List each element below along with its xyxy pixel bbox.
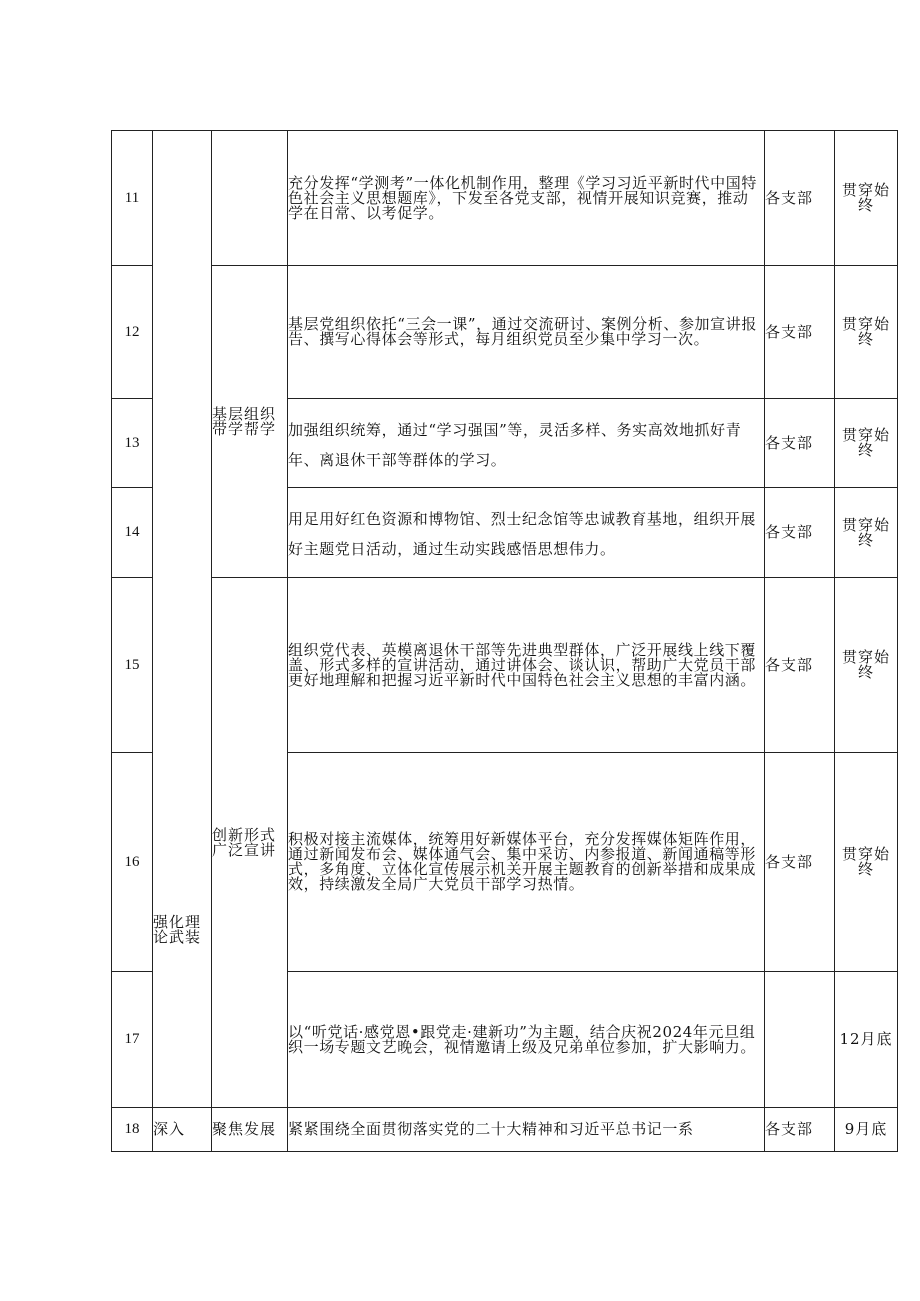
category-deepen: 深入 — [153, 1108, 212, 1152]
row-number: 18 — [112, 1108, 153, 1152]
table-row — [112, 578, 898, 753]
row-number: 13 — [112, 399, 153, 488]
responsible-dept: 各支部 — [765, 488, 835, 578]
responsible-dept: 各支部 — [765, 399, 835, 488]
row-number: 11 — [112, 131, 153, 266]
task-description: 积极对接主流媒体，统筹用好新媒体平台，充分发挥媒体矩阵作用，通过新闻发布会、媒体通气会、集中采访、内参报道、新闻通稿等形式，多角度、立体化宣传展示机关开展主题教育的创新举措和成果成效，持续激发全局广大党员干部学习热情。 — [288, 753, 765, 972]
subcategory-focus: 聚焦发展 — [212, 1108, 288, 1152]
subcategory-cell-empty — [212, 131, 288, 266]
responsible-dept — [765, 972, 835, 1108]
task-description: 以“听党话·感党恩•跟党走·建新功”为主题，结合庆祝2024年元旦组织一场专题文艺晚会，视情邀请上级及兄弟单位参加，扩大影响力。 — [288, 972, 765, 1108]
responsible-dept: 各支部 — [765, 1108, 835, 1152]
time-limit: 贯穿始终 — [835, 578, 898, 753]
time-limit: 贯穿始终 — [835, 753, 898, 972]
category-cell-upper — [153, 131, 212, 753]
task-description: 组织党代表、英模离退休干部等先进典型群体，广泛开展线上线下覆盖、形式多样的宣讲活动，通过讲体会、谈认识，帮助广大党员干部更好地理解和把握习近平新时代中国特色社会主义思想的丰富内涵。 — [288, 578, 765, 753]
row-number: 15 — [112, 578, 153, 753]
subcategory-innovate: 创新形式广泛宣讲 — [212, 578, 288, 1108]
task-description: 紧紧围绕全面贯彻落实党的二十大精神和习近平总书记一系 — [288, 1108, 765, 1152]
task-description: 充分发挥“学测考”一体化机制作用，整理《学习习近平新时代中国特色社会主义思想题库》，下发至各党支部，视情开展知识竞赛，推动学在日常、以考促学。 — [288, 131, 765, 266]
responsible-dept: 各支部 — [765, 753, 835, 972]
time-limit: 9月底 — [835, 1108, 898, 1152]
task-description: 基层党组织依托“三会一课”，通过交流研讨、案例分析、参加宣讲报告、撰写心得体会等形式，每月组织党员至少集中学习一次。 — [288, 266, 765, 399]
task-description: 加强组织统筹，通过“学习强国”等，灵活多样、务实高效地抓好青年、离退休干部等群体的学习。 — [288, 399, 765, 488]
row-number: 16 — [112, 753, 153, 972]
responsible-dept: 各支部 — [765, 266, 835, 399]
table-row — [112, 266, 898, 399]
table-row — [112, 131, 898, 266]
time-limit: 12月底 — [835, 972, 898, 1108]
time-limit: 贯穿始终 — [835, 131, 898, 266]
task-description: 用足用好红色资源和博物馆、烈士纪念馆等忠诚教育基地，组织开展好主题党日活动，通过生动实践感悟思想伟力。 — [288, 488, 765, 578]
responsible-dept: 各支部 — [765, 578, 835, 753]
row-number: 12 — [112, 266, 153, 399]
row-number: 17 — [112, 972, 153, 1108]
time-limit: 贯穿始终 — [835, 399, 898, 488]
responsible-dept: 各支部 — [765, 131, 835, 266]
work-plan-table — [111, 130, 898, 1152]
subcategory-grassroots: 基层组织带学帮学 — [212, 266, 288, 578]
time-limit: 贯穿始终 — [835, 266, 898, 399]
category-strengthen: 强化理论武装 — [153, 753, 212, 1108]
table-row — [112, 1108, 898, 1152]
time-limit: 贯穿始终 — [835, 488, 898, 578]
row-number: 14 — [112, 488, 153, 578]
